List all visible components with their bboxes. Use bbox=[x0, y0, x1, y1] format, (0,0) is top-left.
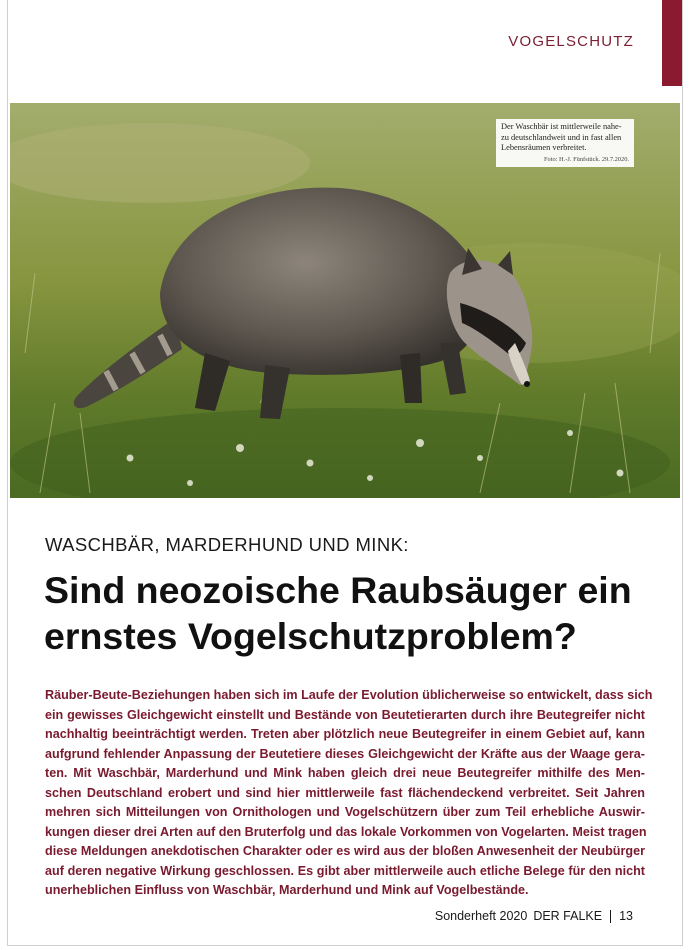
lead-line-9: diese Meldungen anekdotischen Charakter oder es wird aus der bloßen Anwesenheit der Neubürger bbox=[45, 844, 645, 859]
lead-line-8: kungen dieser drei Arten auf den Bruterfolg und das lokale Vorkommen von Vogelarten. Meist tragen bbox=[45, 824, 647, 839]
caption-line-2: zu deutschlandweit und in fast allen bbox=[501, 132, 622, 142]
lead-line-1: Räuber-Beute-Beziehungen haben sich im Laufe der Evolution üblicherweise so entwickelt, dass sich bbox=[45, 688, 653, 702]
photo-credit: Foto: H.-J. Fünfstück. 29.7.2020. bbox=[543, 155, 629, 163]
page-footer bbox=[435, 909, 633, 923]
caption-line-1: Der Waschbär ist mittlerweile nahe- bbox=[501, 122, 622, 131]
section-label: VOGELSCHUTZ bbox=[508, 33, 634, 50]
lead-line-10: auf deren negative Wirkung geschlossen. Es gibt aber mittlerweile auch etliche Belege für den nicht bbox=[45, 863, 645, 878]
article-kicker: WASCHBÄR, MARDERHUND UND MINK: bbox=[45, 534, 409, 555]
article-headline bbox=[44, 567, 664, 659]
lead-line-2: ein gewisses Gleichgewicht einstellt und Bestände von Beutetierarten durch ihre Beutegreifer nicht bbox=[45, 707, 645, 722]
page-number: 13 bbox=[619, 909, 633, 923]
lead-line-6: schen Deutschland erobert und sind hier mittlerweile fast flächendeckend verbreitet. Seit Jahren bbox=[45, 785, 645, 800]
footer-issue: Sonderheft 2020 bbox=[434, 909, 528, 923]
lead-line-11: unerheblichen Einfluss von Waschbär, Marderhund und Mink auf Vogelbestände. bbox=[45, 883, 529, 898]
lead-line-7: mehren sich Mitteilungen von Ornithologen und Vogelschützern über zum Teil erhebliche Auswir- bbox=[45, 805, 645, 820]
lead-line-4: aufgrund fehlender Anpassung der Beutetiere dieses Gleichgewicht der Kräfte aus der Waage gera- bbox=[45, 746, 645, 761]
lead-line-3: nachhaltig beeinträchtigt werden. Treten aber plötzlich neue Beutegreifer in einem Gebiet auf, kann bbox=[45, 727, 645, 742]
headline-line-2: ernstes Vogelschutzproblem? bbox=[44, 615, 577, 657]
headline-line-1: Sind neozoische Raubsäuger ein bbox=[44, 569, 632, 611]
footer-magazine: DER FALKE bbox=[533, 909, 603, 923]
caption-line-3: Lebensräumen verbreitet. bbox=[501, 143, 587, 152]
lead-line-5: ten. Mit Waschbär, Marderhund und Mink haben gleich drei neue Beutegreifer mithilfe des Men- bbox=[45, 766, 645, 781]
photo-caption bbox=[496, 119, 634, 167]
article-lead bbox=[45, 686, 653, 901]
section-color-bar bbox=[662, 0, 682, 86]
footer-separator bbox=[610, 910, 611, 923]
